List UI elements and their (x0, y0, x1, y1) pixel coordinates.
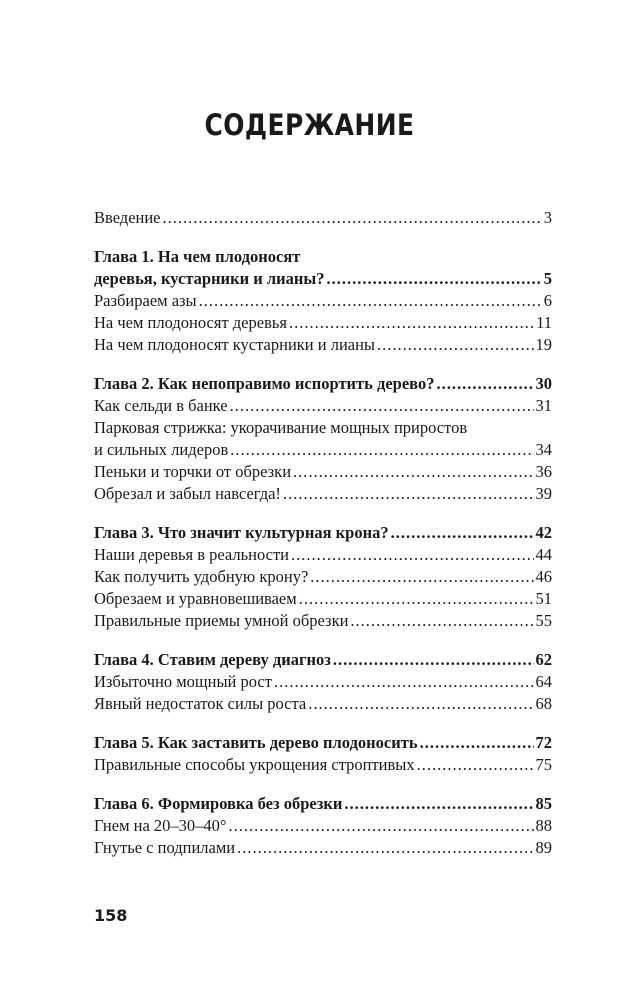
toc-entry[interactable] (94, 671, 552, 693)
toc-chapter-2[interactable] (94, 373, 552, 395)
toc-entry-intro[interactable] (94, 207, 552, 229)
toc-entry-page: 88 (535, 816, 552, 835)
toc-entry-page: 72 (535, 733, 552, 752)
toc-entry[interactable] (94, 334, 552, 356)
toc-entry-label: Гнем на 20–30–40° (94, 816, 227, 835)
toc-chapter-5[interactable] (94, 732, 552, 754)
dot-leader (283, 483, 534, 505)
dot-leader (163, 207, 542, 229)
toc-entry-page: 3 (543, 208, 552, 227)
dot-leader (274, 671, 534, 693)
dot-leader (417, 754, 534, 776)
dot-leader (199, 290, 542, 312)
toc-entry-label: Как сельди в банке (94, 396, 228, 415)
toc-chapter-title-line1: Глава 1. На чем плодоносят (94, 247, 301, 266)
toc-entry-label: Глава 6. Формировка без обрезки (94, 794, 343, 813)
toc-entry-label: Пеньки и торчки от обрезки (94, 462, 292, 481)
toc-entry-label: На чем плодоносят кустарники и лианы (94, 335, 376, 354)
toc-entry[interactable] (94, 693, 552, 715)
toc-entry[interactable] (94, 588, 552, 610)
toc-entry-page: 46 (535, 567, 552, 586)
toc-entry-label: На чем плодоносят деревья (94, 313, 287, 332)
toc-entry-label: Гнутье с подпилами (94, 838, 236, 857)
toc-entry-label: Обрезаем и уравновешиваем (94, 589, 297, 608)
toc-entry-page: 62 (535, 650, 552, 669)
dot-leader (237, 837, 533, 859)
dot-leader (289, 312, 534, 334)
dot-leader (344, 793, 533, 815)
dot-leader (230, 395, 534, 417)
toc-entry-page: 6 (543, 291, 552, 310)
dot-leader (293, 461, 533, 483)
dot-leader (229, 815, 534, 837)
toc-chapter-6[interactable] (94, 793, 552, 815)
toc-entry-page: 5 (543, 269, 552, 288)
table-of-contents (94, 207, 552, 859)
toc-entry[interactable] (94, 815, 552, 837)
toc-entry-label: Наши деревья в реальности (94, 545, 289, 564)
dot-leader (230, 439, 533, 461)
dot-leader (333, 649, 534, 671)
toc-entry-label: Разбираем азы (94, 291, 197, 310)
toc-chapter-4[interactable] (94, 649, 552, 671)
toc-chapter-3[interactable] (94, 522, 552, 544)
toc-entry-page: 19 (535, 335, 552, 354)
toc-entry[interactable] (94, 566, 552, 588)
toc-entry[interactable] (94, 461, 552, 483)
toc-entry[interactable] (94, 610, 552, 632)
toc-entry-page: 44 (535, 545, 552, 564)
toc-entry[interactable] (94, 754, 552, 776)
dot-leader (310, 566, 533, 588)
toc-entry-page: 39 (535, 484, 552, 503)
toc-entry-label: Избыточно мощный рост (94, 672, 272, 691)
toc-entry[interactable] (94, 837, 552, 859)
toc-entry[interactable] (94, 544, 552, 566)
toc-entry-line1 (94, 417, 552, 439)
dot-leader (436, 373, 533, 395)
toc-entry-label: Явный недостаток силы роста (94, 694, 307, 713)
toc-entry-label: Обрезал и забыл навсегда! (94, 484, 281, 503)
toc-entry-label: Глава 4. Ставим дереву диагноз (94, 650, 331, 669)
toc-entry-page: 42 (535, 523, 552, 542)
toc-entry-page: 75 (535, 755, 552, 774)
toc-entry-page: 89 (535, 838, 552, 857)
toc-chapter-1[interactable] (94, 246, 552, 290)
toc-entry[interactable] (94, 290, 552, 312)
toc-entry-page: 31 (535, 396, 552, 415)
toc-entry-label: и сильных лидеров (94, 440, 229, 459)
toc-entry-label: Глава 2. Как непоправимо испортить дерево? (94, 374, 435, 393)
toc-entry-label: Правильные способы укрощения строптивых (94, 755, 415, 774)
page-number: 158 (94, 906, 128, 925)
toc-entry-label: Глава 5. Как заставить дерево плодоносить (94, 733, 418, 752)
dot-leader (391, 522, 534, 544)
toc-entry-page: 11 (536, 313, 552, 332)
toc-entry-page: 55 (535, 611, 552, 630)
toc-entry-label: Как получить удобную крону? (94, 567, 309, 586)
page-title: СОДЕРЖАНИЕ (204, 108, 415, 142)
toc-entry[interactable] (94, 312, 552, 334)
toc-entry-page: 68 (535, 694, 552, 713)
dot-leader (299, 588, 534, 610)
toc-entry-multiline[interactable] (94, 417, 552, 461)
toc-entry-page: 51 (535, 589, 552, 608)
toc-entry-page: 36 (535, 462, 552, 481)
toc-entry-page: 30 (535, 374, 552, 393)
toc-entry-label: Парковая стрижка: укорачивание мощных приростов (94, 418, 468, 437)
toc-entry-page: 64 (535, 672, 552, 691)
toc-entry-label: Правильные приемы умной обрезки (94, 611, 349, 630)
toc-entry[interactable] (94, 395, 552, 417)
dot-leader (308, 693, 533, 715)
dot-leader (327, 268, 542, 290)
toc-entry-label: деревья, кустарники и лианы? (94, 269, 325, 288)
dot-leader (291, 544, 534, 566)
toc-chapter-title-line2 (94, 268, 552, 290)
dot-leader (420, 732, 534, 754)
toc-entry-page: 34 (535, 440, 552, 459)
toc-entry-label: Глава 3. Что значит культурная крона? (94, 523, 389, 542)
toc-entry-line2 (94, 439, 552, 461)
toc-entry[interactable] (94, 483, 552, 505)
toc-entry-page: 85 (535, 794, 552, 813)
dot-leader (377, 334, 533, 356)
toc-entry-label: Введение (94, 208, 161, 227)
dot-leader (350, 610, 533, 632)
